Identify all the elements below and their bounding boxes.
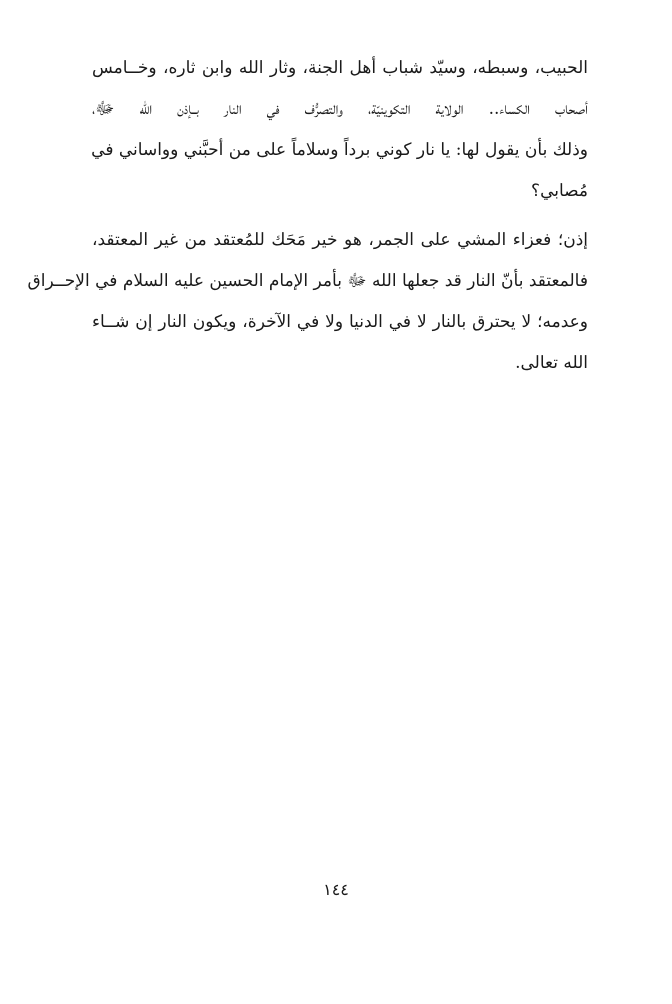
text-line: الحبيب، وسبطه، وسيّد شباب أهل الجنة، وثار الله وابن ثاره، وخــامس xyxy=(92,58,588,78)
paragraph xyxy=(27,220,588,384)
text-line: الله تعالى. xyxy=(515,353,588,373)
text-line: مُصابي؟ xyxy=(531,181,588,201)
page-number: ١٤٤ xyxy=(323,880,349,899)
paragraph-gap xyxy=(92,212,588,220)
paragraph xyxy=(92,48,588,212)
text-line: إذن؛ فعزاء المشي على الجمر، هو خير مَحَك للمُعتقد من غير المعتقد، xyxy=(92,230,588,250)
text-line: فالمعتقد بأنّ النار قد جعلها الله ﷻ بأمر الإمام الحسين عليه السلام في الإحــراق xyxy=(27,271,588,291)
text-line: وعدمه؛ لا يحترق بالنار لا في الدنيا ولا في الآخرة، ويكون النار إن شــاء xyxy=(92,312,588,332)
text-line: أصحاب الكساء.. الولاية التكوينيّة، والتصرُّف في النار بــإذن الله ﷻ، xyxy=(92,99,588,119)
body-text xyxy=(27,48,588,384)
text-line: وذلك بأن يقول لها: يا نار كوني برداً وسلاماً على من أحبَّني وواساني في xyxy=(91,140,588,160)
